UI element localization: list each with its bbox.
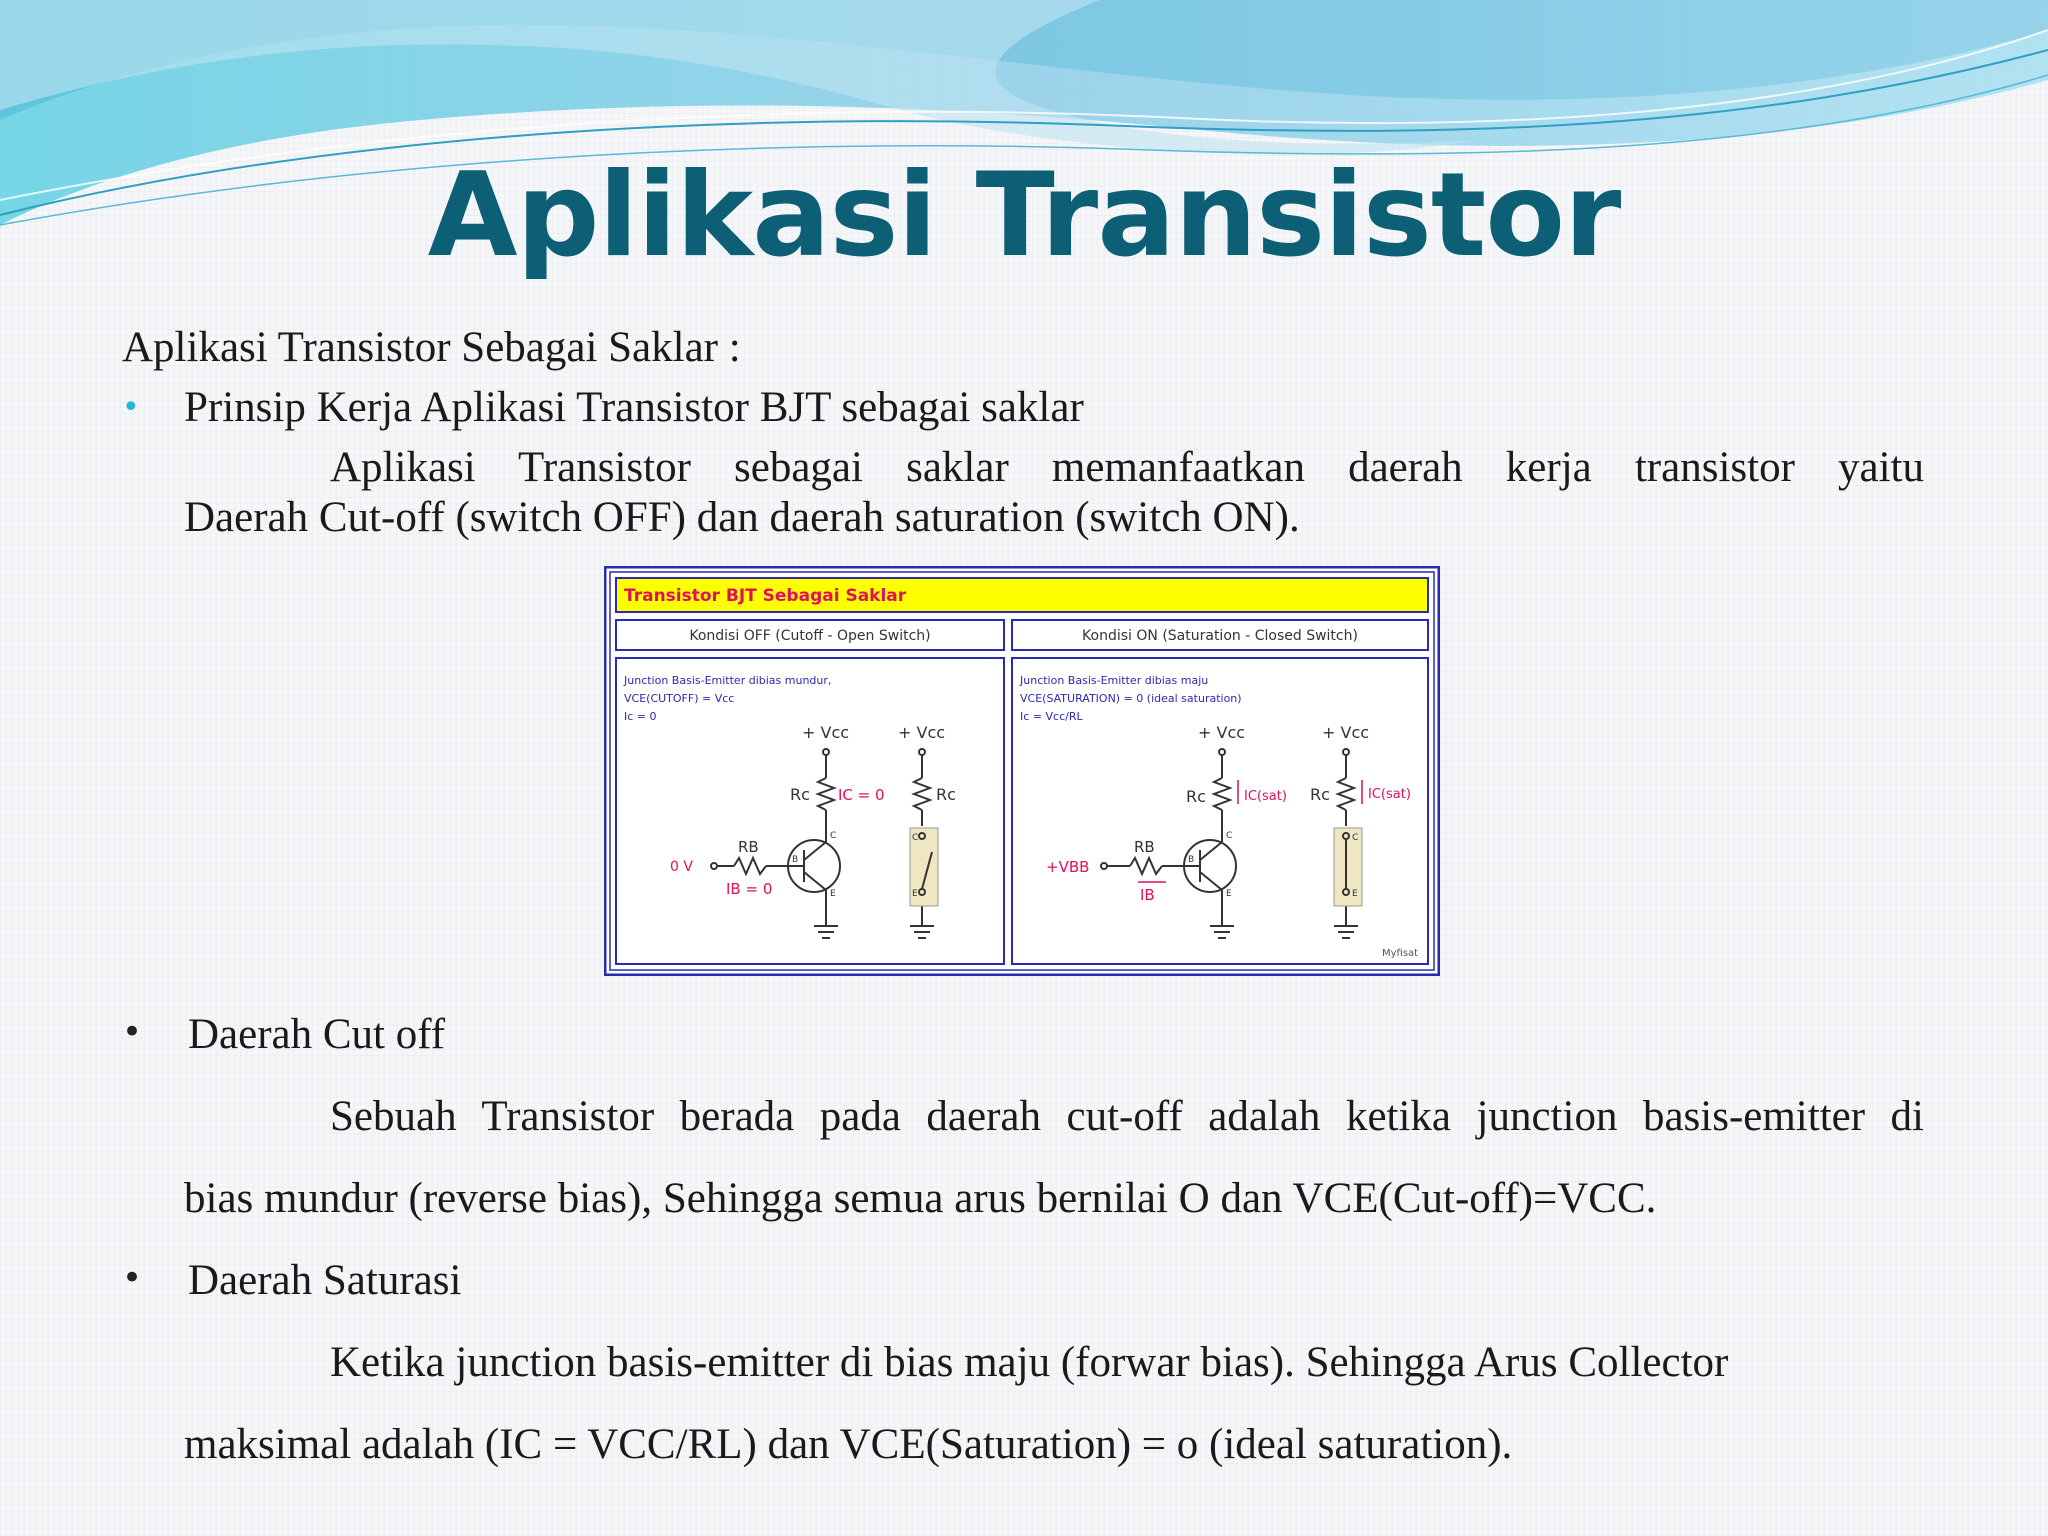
off-input-label: 0 V	[670, 859, 693, 875]
bullet3-body-line2: maksimal adalah (IC = VCC/RL) dan VCE(Saturation) = o (ideal saturation).	[184, 1421, 1513, 1468]
off-note-1: Junction Basis-Emitter dibias mundur,	[624, 674, 832, 687]
bullet1-body-line1: Aplikasi Transistor sebagai saklar memanfaatkan daerah kerja transistor yaitu	[330, 444, 1924, 491]
bullet2-body-line2: bias mundur (reverse bias), Sehingga semua arus bernilai O dan VCE(Cut-off)=VCC.	[184, 1175, 1657, 1222]
diagram-signature: Myfisat	[1382, 948, 1419, 959]
on-rb-label: RB	[1134, 838, 1155, 856]
on-switch-vcc-label: + Vcc	[1322, 723, 1370, 742]
on-note-1: Junction Basis-Emitter dibias maju	[1020, 674, 1209, 687]
on-ib-label: IB	[1140, 886, 1155, 904]
on-switch-pin-e: E	[1352, 889, 1358, 899]
off-vcc-label: + Vcc	[802, 723, 850, 742]
on-switch-ic-label: IC(sat)	[1368, 787, 1411, 802]
on-ic-label: IC(sat)	[1244, 789, 1287, 804]
bullet-dot: •	[122, 1012, 143, 1052]
bullet-dot: •	[122, 390, 140, 425]
off-switch-pin-e: E	[912, 889, 918, 899]
on-rc-label: Rc	[1186, 787, 1206, 806]
diagram-title: Transistor BJT Sebagai Saklar	[624, 586, 907, 606]
off-note-2: VCE(CUTOFF) = Vcc	[624, 692, 735, 705]
slide-title: Aplikasi Transistor	[427, 148, 1621, 283]
off-ib-label: IB = 0	[726, 880, 773, 898]
on-pin-c: C	[1226, 831, 1233, 841]
off-pin-e: E	[830, 889, 836, 899]
on-note-3: Ic = Vcc/RL	[1020, 710, 1083, 723]
bullet3-body-line1: Ketika junction basis-emitter di bias maju (forwar bias). Sehingga Arus Collector	[330, 1339, 1729, 1386]
off-switch-rc-label: Rc	[936, 785, 956, 804]
off-switch-pin-c: C	[912, 833, 919, 843]
bullet2-heading: Daerah Cut off	[188, 1011, 446, 1058]
on-vcc-label: + Vcc	[1198, 723, 1246, 742]
off-pin-c: C	[830, 831, 837, 841]
slide-subheading: Aplikasi Transistor Sebagai Saklar :	[122, 324, 741, 371]
transistor-switch-diagram	[604, 566, 1440, 976]
bullet-dot: •	[122, 1258, 143, 1298]
off-rb-label: RB	[738, 838, 759, 856]
off-ic-label: IC = 0	[838, 786, 885, 804]
on-pin-b: B	[1188, 855, 1195, 865]
on-header: Kondisi ON (Saturation - Closed Switch)	[1082, 628, 1358, 644]
bullet2-body-line1: Sebuah Transistor berada pada daerah cut-off adalah ketika junction basis-emitter di	[330, 1093, 1924, 1140]
bullet1-heading: Prinsip Kerja Aplikasi Transistor BJT sebagai saklar	[184, 384, 1084, 431]
on-switch-rc-label: Rc	[1310, 785, 1330, 804]
off-switch-vcc-label: + Vcc	[898, 723, 946, 742]
on-pin-e: E	[1226, 889, 1232, 899]
on-note-2: VCE(SATURATION) = 0 (ideal saturation)	[1020, 692, 1242, 705]
off-rc-label: Rc	[790, 785, 810, 804]
on-input-label: +VBB	[1046, 858, 1090, 876]
off-header: Kondisi OFF (Cutoff - Open Switch)	[689, 628, 931, 644]
off-pin-b: B	[792, 855, 799, 865]
on-switch-pin-c: C	[1352, 833, 1359, 843]
off-note-3: Ic = 0	[624, 710, 657, 723]
bullet3-heading: Daerah Saturasi	[188, 1257, 462, 1304]
bullet1-body-line2: Daerah Cut-off (switch OFF) dan daerah saturation (switch ON).	[184, 494, 1300, 541]
